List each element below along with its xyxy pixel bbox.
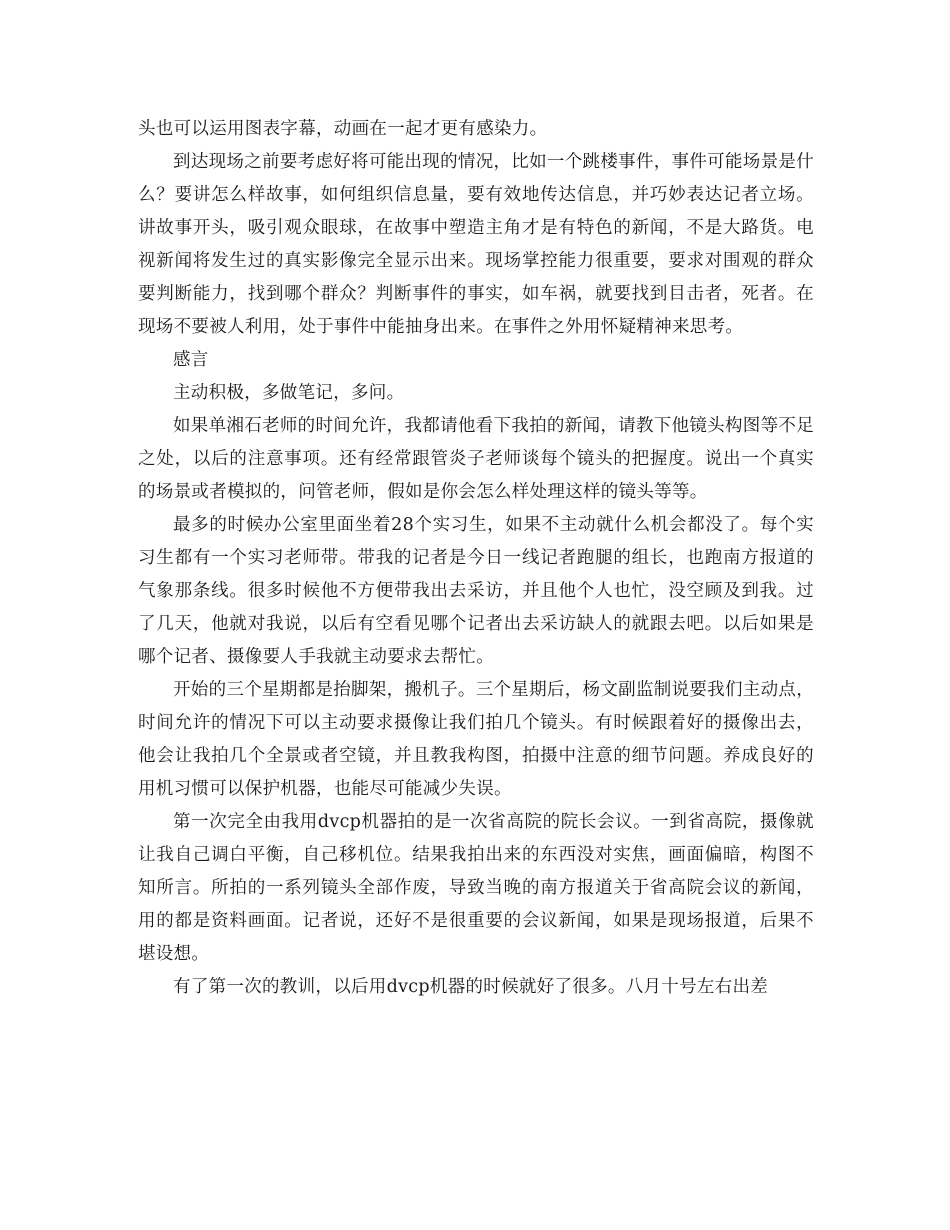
paragraph-4: 主动积极，多做笔记，多问。	[173, 383, 405, 403]
paragraph-1: 头也可以运用图表字幕，动画在一起才更有感染力。	[138, 119, 548, 139]
paragraph-7: 开始的三个星期都是抬脚架，搬机子。三个星期后，杨文副监制说要我们主动点，时间允许的情况下可以主动要求摄像让我们拍几个镜头。有时候跟着好的摄像出去，他会让我拍几个全景或者空镜，并且教我构图，拍摄中注意的细节问题。养成良好的用机习惯可以保护机器，也能尽可能减少失误。	[138, 680, 814, 799]
paragraph-5: 如果单湘石老师的时间允许，我都请他看下我拍的新闻，请教下他镜头构图等不足之处，以后的注意事项。还有经常跟管炎子老师谈每个镜头的把握度。说出一个真实的场景或者模拟的，问管老师，假如是你会怎么样处理这样的镜头等等。	[138, 416, 814, 502]
paragraph-2: 到达现场之前要考虑好将可能出现的情况，比如一个跳楼事件，事件可能场景是什么？要讲怎么样故事，如何组织信息量，要有效地传达信息，并巧妙表达记者立场。讲故事开头，吸引观众眼球，在故事中塑造主角才是有特色的新闻，不是大路货。电视新闻将发生过的真实影像完全显示出来。现场掌控能力很重要，要求对围观的群众要判断能力，找到哪个群众？判断事件的事实，如车祸，就要找到目击者，死者。在现场不要被人利用，处于事件中能抽身出来。在事件之外用怀疑精神来思考。	[138, 152, 814, 337]
paragraph-9: 有了第一次的教训，以后用dvcp机器的时候就好了很多。八月十号左右出差	[173, 977, 769, 997]
paragraph-8: 第一次完全由我用dvcp机器拍的是一次省高院的院长会议。一到省高院，摄像就让我自己调白平衡，自己移机位。结果我拍出来的东西没对实焦，画面偏暗，构图不知所言。所拍的一系列镜头全部作废，导致当晚的南方报道关于省高院会议的新闻，用的都是资料画面。记者说，还好不是很重要的会议新闻，如果是现场报道，后果不堪设想。	[138, 812, 814, 964]
section-heading: 感言	[173, 350, 209, 370]
document-body	[138, 113, 814, 1004]
paragraph-6: 最多的时候办公室里面坐着28个实习生，如果不主动就什么机会都没了。每个实习生都有一个实习老师带。带我的记者是今日一线记者跑腿的组长，也跑南方报道的气象那条线。很多时候他不方便带我出去采访，并且他个人也忙，没空顾及到我。过了几天，他就对我说，以后有空看见哪个记者出去采访缺人的就跟去吧。以后如果是哪个记者、摄像要人手我就主动要求去帮忙。	[138, 515, 814, 667]
